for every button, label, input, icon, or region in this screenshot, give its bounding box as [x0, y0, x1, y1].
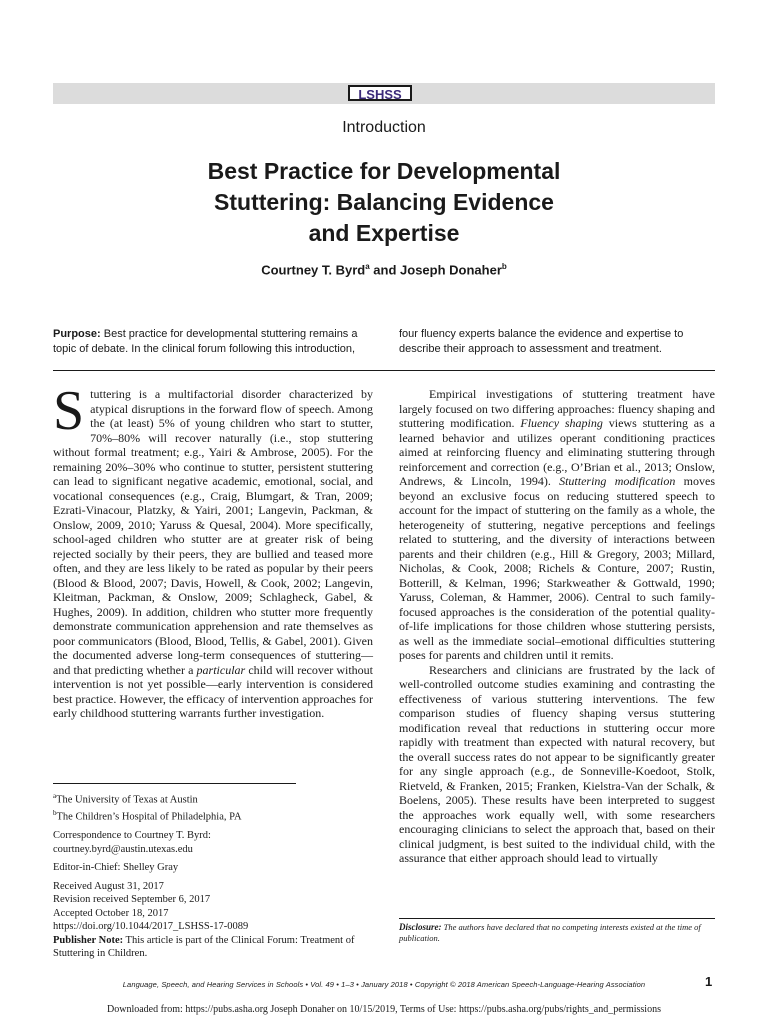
paragraph-text: moves beyond an exclusive focus on reducing stuttered speech to account for the impact of stuttering on the family as a whole, the heterogeneity of stuttering, negative perceptions and feelings related to stuttering, and the diversity of interactions between parents and their children (e.g., Hill & Gregory, 2003; Millard, Nicholas, & Cook, 2008; Richels & Conture, 2007; Rustin, Botterill, & Kelman, 1996; Starkweather & Gottwald, 1990; Yaruss, Coleman, & Hammer, 2006). Central to such family-focused approaches is the consideration of the potential quality-of-life implications for those children whose stuttering persists, as well as the immediate social–emotional difficulties stuttering poses for parents and children until it remits.: [399, 474, 715, 662]
publisher-note-text: This article is part of the Clinical Forum: Treatment of Stuttering in Children.: [53, 934, 355, 959]
paragraph-text: views stuttering as a learned behavior and utilizes operant conditioning practices aimed at reinforcing fluency and eliminating stuttering through reinforcement and correction (e.g., O’Brian et al., 2013; Onslow, Andrews, & Lincoln, 1994).: [399, 416, 715, 488]
editor-line: Editor-in-Chief: Shelley Gray: [53, 862, 179, 873]
emphasis-text: Stuttering modification: [559, 474, 676, 488]
affiliation: [53, 807, 373, 824]
body-column-left: [53, 380, 373, 721]
title-line: and Expertise: [308, 220, 460, 246]
author-connector: and: [369, 262, 401, 278]
abstract-text: Best practice for developmental stuttering remains a topic of debate. In the clinical forum following this introduction,: [53, 328, 358, 355]
paragraph-text: child will recover without intervention is not yet possible—early intervention is considered best practice. However, the efficacy of intervention approaches for early childhood stuttering warrants further investigation.: [53, 662, 373, 720]
affiliation-text: The University of Texas at Austin: [56, 794, 198, 806]
revision-date: Revision received September 6, 2017: [53, 894, 211, 905]
title-line: Best Practice for Developmental: [207, 158, 561, 184]
body-paragraph: [53, 380, 373, 721]
publisher-note-label: Publisher Note:: [53, 934, 124, 946]
abstract-left: [53, 327, 371, 357]
body-paragraph: Researchers and clinicians are frustrated by the lack of well-controlled outcome studies examining and contrasting the effectiveness of various stuttering interventions. The few comparison studies of fluency shaping versus stuttering modification reveal that reductions in stuttering occur more rapidly with treatment than expected with natural recovery, but the overall success rates do not appear to be significantly greater for any single approach (e.g., de Sonneville-Koedoot, Stolk, Rietveld, & Franken, 2015; Franken, Kielstra-Van der Schalk, & Boelens, 2005). These results have been interpreted to suggest the approaches work equally well, with some researchers encouraging clinicians to select the approach that, based on their clinical judgment, is best suited to the individual child, with the assurance that either approach should lead to virtually: [399, 662, 715, 865]
abstract-divider: [53, 370, 715, 371]
correspondence-label: Correspondence to Courtney T. Byrd:: [53, 830, 211, 841]
paragraph-text: tuttering is a multifactorial disorder characterized by atypical disruptions in the forward flow of speech. Among the (at least) 5% of young children who start to stutter, 70%–80% will recover naturally (i.e., stop stuttering without formal treatment; e.g., Yairi & Ambrose, 2005). For the remaining 20%–30% who continue to stutter, persistent stuttering can lead to significant negative academic, emotional, social, and vocational consequences (e.g., Craig, Blumgart, & Tran, 2009; Ezrati-Vinacour, Platzky, & Yairi, 2001; Langevin, Packman, & Onslow, 2009, 2010; Yaruss & Quesal, 2004). More specifically, school-aged children who stutter are at greater risk of being rejected socially by their peers, they are bullied and teased more often, and they are less likely to be rated as popular by their peers (Blood & Blood, 2007; Davis, Howell, & Cook, 2002; Langevin, Kleitman, Packman, & Onslow, 2009; Schlagheck, Gabel, & Hughes, 2009). In addition, children who stutter more frequently demonstrate communication apprehension and rate themselves as poor communicators (Blood, Blood, Tellis, & Gabel, 2001). Given the documented adverse long-term consequences of stuttering—and that predicting whether a: [53, 387, 373, 677]
download-notice: Downloaded from: https://pubs.asha.org Joseph Donaher on 10/15/2019, Terms of Use: https://pubs.asha.org/pubs/rights_and_permissions: [107, 1004, 661, 1015]
affiliation: [53, 790, 373, 807]
correspondence-email[interactable]: courtney.byrd@austin.utexas.edu: [53, 843, 193, 855]
abstract-label: Purpose:: [53, 328, 101, 340]
author-name: Courtney T. Byrd: [261, 262, 366, 278]
page-number: 1: [705, 974, 713, 989]
disclosure-text: The authors have declared that no competing interests existed at the time of publication.: [399, 922, 701, 943]
affiliation-text: The Children’s Hospital of Philadelphia, PA: [56, 811, 242, 823]
body-column-right: [399, 387, 715, 866]
paragraph-text: Empirical investigations of stuttering treatment have largely focused on two differing approaches: fluency shaping and stuttering modification.: [399, 387, 715, 430]
disclosure-divider: [399, 918, 715, 919]
affiliation-marker: b: [53, 809, 57, 817]
section-label: Introduction: [342, 119, 426, 136]
journal-tag: LSHSS: [348, 85, 412, 101]
affiliation-marker: a: [365, 262, 370, 271]
disclosure: [399, 922, 715, 944]
emphasis-text: Fluency shaping: [520, 416, 603, 430]
footnote-divider: [53, 783, 296, 784]
abstract-right: four fluency experts balance the evidence and expertise to describe their approach to assessment and treatment.: [399, 328, 684, 355]
article-title: [84, 156, 684, 249]
disclosure-label: Disclosure:: [399, 922, 442, 932]
drop-cap: S: [53, 380, 85, 442]
body-paragraph: [399, 387, 715, 663]
doi-link[interactable]: https://doi.org/10.1044/2017_LSHSS-17-0089: [53, 921, 249, 932]
affiliation-marker: b: [501, 262, 507, 271]
emphasis-text: particular: [196, 662, 246, 677]
author-name: Joseph Donaher: [400, 262, 502, 278]
accepted-date: Accepted October 18, 2017: [53, 907, 169, 919]
journal-footer: Language, Speech, and Hearing Services in Schools • Vol. 49 • 1–3 • January 2018 • Copyright © 2018 American Speech-Language-Hearing Association: [122, 980, 646, 989]
received-date: Received August 31, 2017: [53, 880, 164, 892]
author-list: [0, 262, 768, 277]
footnotes: [53, 790, 373, 961]
title-line: Stuttering: Balancing Evidence: [214, 189, 554, 215]
affiliation-marker: a: [53, 792, 57, 800]
publisher-note: [53, 934, 373, 961]
